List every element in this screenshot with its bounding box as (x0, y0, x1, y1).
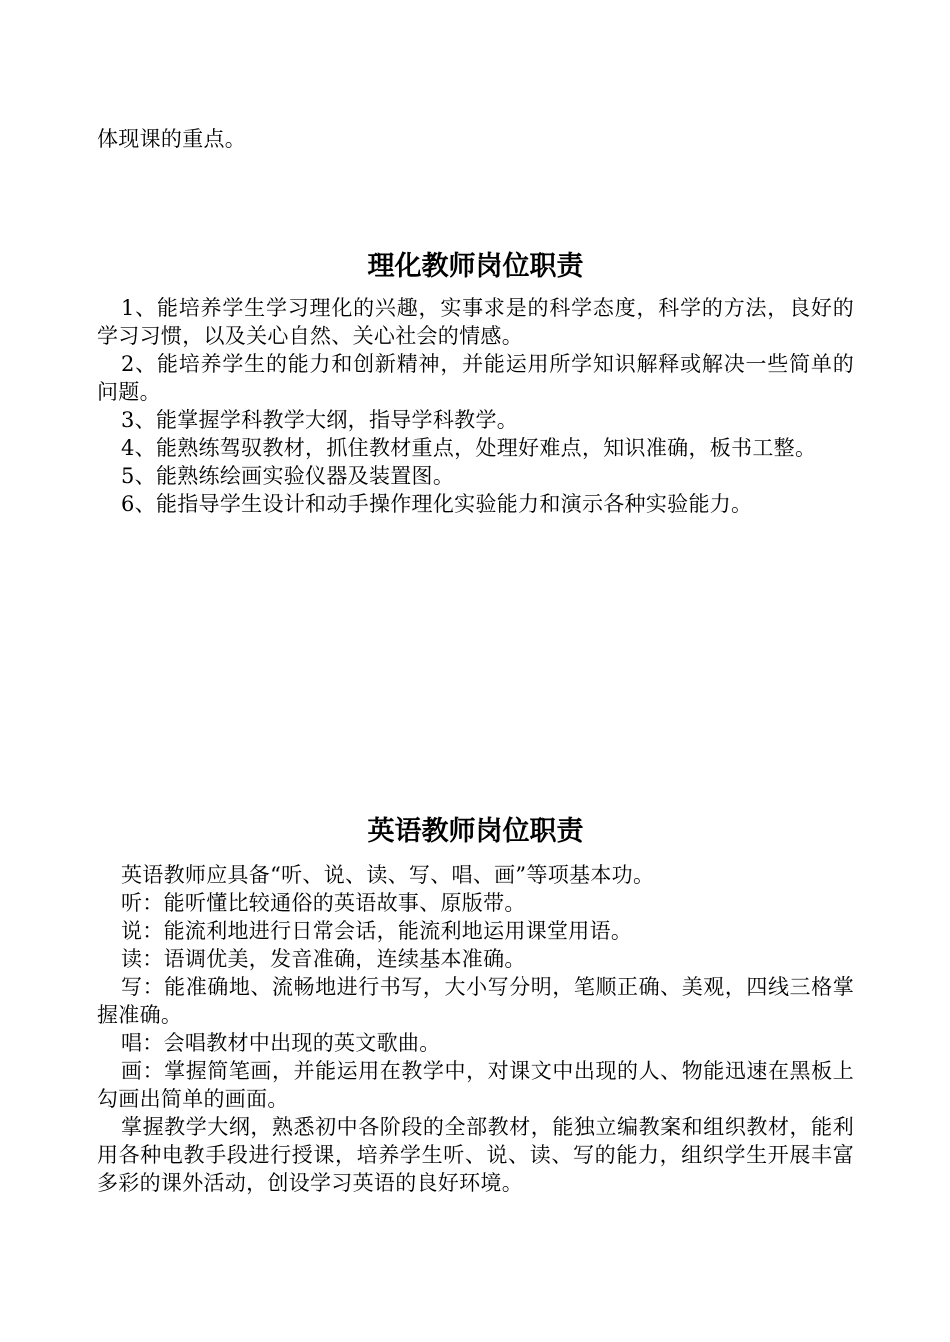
english-read: 读：语调优美，发音准确，连续基本准确。 (121, 947, 526, 971)
english-speak: 说：能流利地进行日常会话，能流利地运用课堂用语。 (121, 919, 633, 943)
section-body-english (97, 861, 854, 1197)
science-item-1: 1、能培养学生学习理化的兴趣，实事求是的科学态度，科学的方法，良好的学习习惯，以及关心自然、关心社会的情感。 (97, 296, 854, 348)
science-item-4: 4、能熟练驾驭教材，抓住教材重点，处理好难点，知识准确，板书工整。 (121, 436, 817, 460)
english-draw: 画：掌握简笔画，并能运用在教学中，对课文中出现的人、物能迅速在黑板上勾画出简单的画面。 (97, 1059, 854, 1111)
section-title-english: 英语教师岗位职责 (367, 816, 584, 847)
science-item-3: 3、能掌握学科教学大纲，指导学科教学。 (121, 408, 519, 432)
english-syllabus: 掌握教学大纲，熟悉初中各阶段的全部教材，能独立编教案和组织教材，能利用各种电教手段进行授课，培养学生听、说、读、写的能力，组织学生开展丰富多彩的课外活动，创设学习英语的良好环境。 (97, 1115, 854, 1195)
science-item-5: 5、能熟练绘画实验仪器及装置图。 (121, 464, 455, 488)
section-title-science: 理化教师岗位职责 (367, 251, 584, 282)
science-item-2: 2、能培养学生的能力和创新精神，并能运用所学知识解释或解决一些简单的问题。 (97, 352, 854, 404)
section-body-science (97, 294, 854, 518)
english-sing: 唱：会唱教材中出现的英文歌曲。 (121, 1031, 441, 1055)
english-write: 写：能准确地、流畅地进行书写，大小写分明，笔顺正确、美观，四线三格掌握准确。 (97, 975, 854, 1027)
english-intro: 英语教师应具备“听、说、读、写、唱、画”等项基本功。 (121, 863, 655, 887)
carryover-paragraph: 体现课的重点。 (97, 127, 247, 151)
english-listen: 听：能听懂比较通俗的英语故事、原版带。 (121, 891, 526, 915)
science-item-6: 6、能指导学生设计和动手操作理化实验能力和演示各种实验能力。 (121, 492, 753, 516)
